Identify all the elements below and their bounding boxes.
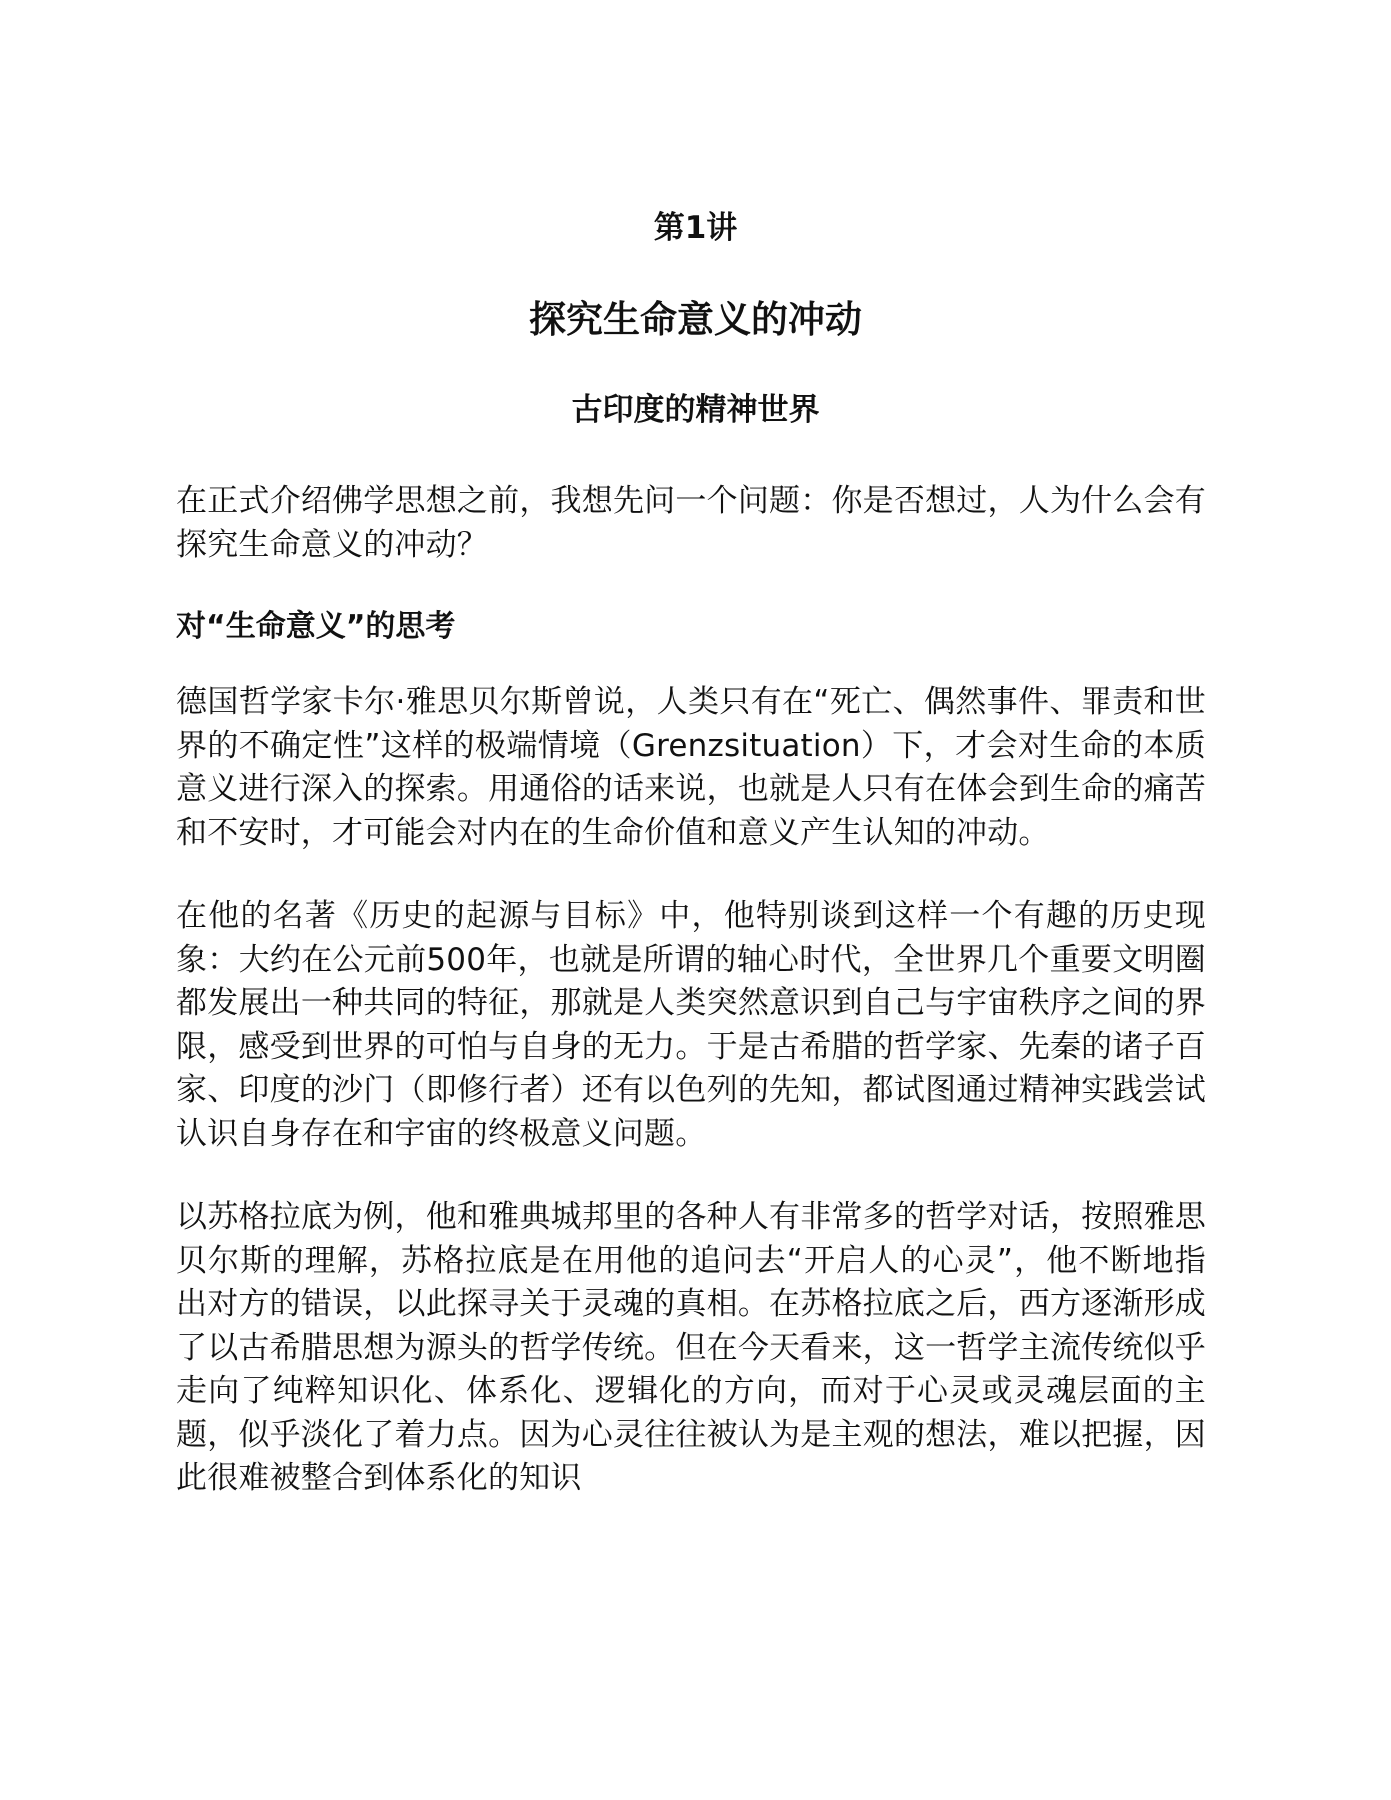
page-subtitle: 古印度的精神世界 (571, 392, 820, 428)
body-paragraph-1: 德国哲学家卡尔·雅思贝尔斯曾说，人类只有在“死亡、偶然事件、罪责和世界的不确定性”这样的极端情境（Grenzsituation）下，才会对生命的本质意义进行深入的探索。用通俗的话来说，也就是人只有在体会到生命的痛苦和不安时，才可能会对内在的生命价值和意义产生认知的冲动。 (176, 684, 1206, 851)
document-body (176, 480, 1206, 1541)
body-paragraph-2: 在他的名著《历史的起源与目标》中，他特别谈到这样一个有趣的历史现象：大约在公元前500年，也就是所谓的轴心时代，全世界几个重要文明圈都发展出一种共同的特征，那就是人类突然意识到自己与宇宙秩序之间的界限，感受到世界的可怕与自身的无力。于是古希腊的哲学家、先秦的诸子百家、印度的沙门（即修行者）还有以色列的先知，都试图通过精神实践尝试认识自身存在和宇宙的终极意义问题。 (176, 898, 1206, 1152)
body-paragraph-3: 以苏格拉底为例，他和雅典城邦里的各种人有非常多的哲学对话，按照雅思贝尔斯的理解，苏格拉底是在用他的追问去“开启人的心灵”，他不断地指出对方的错误，以此探寻关于灵魂的真相。在苏格拉底之后，西方逐渐形成了以古希腊思想为源头的哲学传统。但在今天看来，这一哲学主流传统似乎走向了纯粹知识化、体系化、逻辑化的方向，而对于心灵或灵魂层面的主题，似乎淡化了着力点。因为心灵往往被认为是主观的想法，难以把握，因此很难被整合到体系化的知识 (176, 1199, 1206, 1496)
lecture-number: 第1讲 (653, 210, 738, 246)
page-title: 探究生命意义的冲动 (529, 298, 862, 341)
section-heading: 对“生命意义”的思考 (176, 609, 456, 644)
intro-paragraph: 在正式介绍佛学思想之前，我想先问一个问题：你是否想过，人为什么会有探究生命意义的冲动？ (176, 483, 1206, 563)
